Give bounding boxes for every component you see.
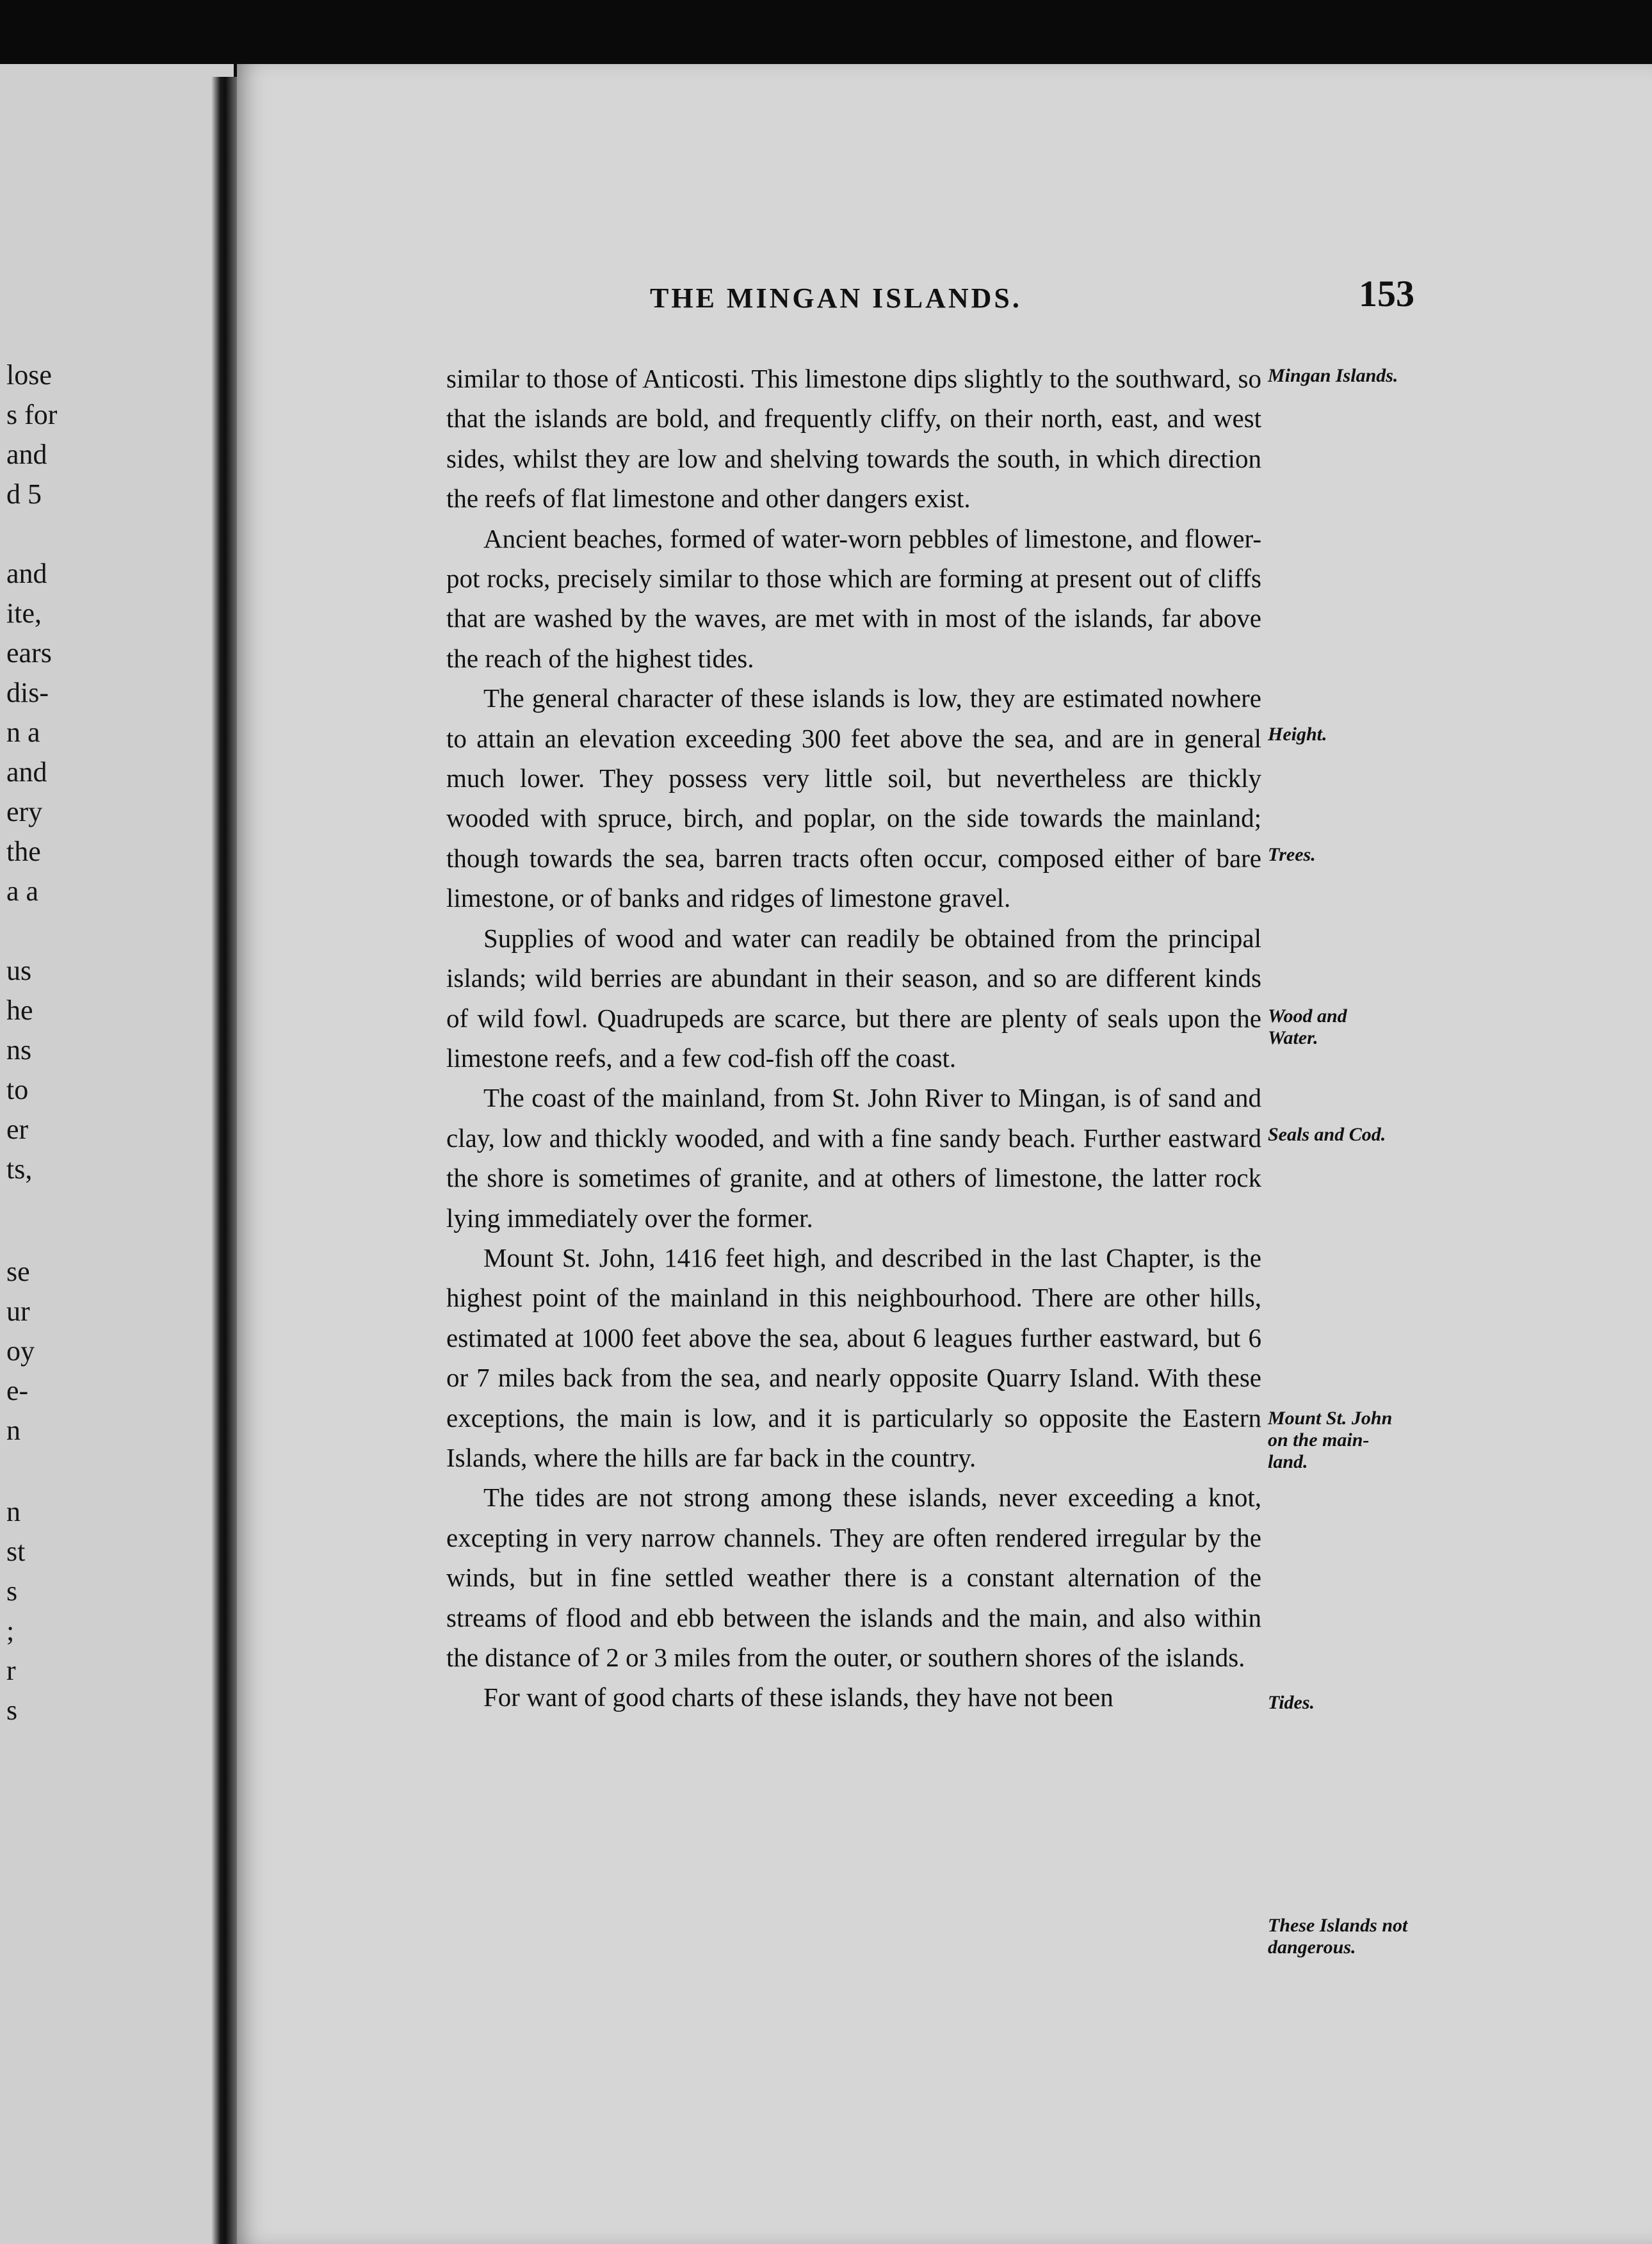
paragraph: Supplies of wood and water can readily be obtained from the principal islands; wild berries are abundant in their season, and so are different kinds of wild fowl. Quadrupeds are scarce, but there are plenty of seals upon the limestone reefs, and a few cod-fish off the coast.	[446, 923, 1261, 1073]
book-binding-gutter	[211, 77, 237, 2244]
left-page-edge	[0, 64, 234, 2244]
paragraph: The general character of these islands is low, they are estimated nowhere to attain an elevation exceeding 300 feet above the sea, and are in general much lower. They possess very little soil, but nevertheless are thickly wooded with spruce, birch, and poplar, on the side towards the mainland; though towards the sea, barren tracts often occur, composed either of bare limestone, or of banks and ridges of limestone gravel.	[446, 683, 1261, 913]
left-page-fragment: and	[6, 558, 47, 589]
body-text	[446, 359, 1261, 1718]
left-page-fragment: d 5	[6, 478, 42, 510]
left-page-fragment: to	[6, 1074, 29, 1105]
side-note: Mingan Islands.	[1268, 365, 1398, 386]
paragraph: Ancient beaches, formed of water-worn pebbles of limestone, and flower-pot rocks, precisely similar to those which are forming at present out of cliffs that are washed by the waves, are met with in most of the islands, far above the reach of the highest tides.	[446, 523, 1261, 673]
running-title: THE MINGAN ISLANDS.	[650, 282, 1022, 314]
left-page-fragment: the	[6, 836, 41, 867]
left-page-fragment: he	[6, 995, 33, 1026]
side-note: Seals and Cod.	[1268, 1124, 1386, 1145]
left-page-fragment: st	[6, 1536, 26, 1567]
left-page-fragment: r	[6, 1655, 16, 1686]
side-note: Tides.	[1268, 1692, 1315, 1713]
side-note: Mount St. John on the main-land.	[1268, 1408, 1393, 1472]
left-page-fragment: ur	[6, 1296, 30, 1327]
left-page-fragment: ery	[6, 796, 43, 827]
left-page-fragment: lose	[6, 359, 52, 391]
left-page-fragment: and	[6, 756, 47, 788]
left-page-fragment: and	[6, 439, 47, 470]
page-number: 153	[1359, 273, 1414, 314]
paragraph: Mount St. John, 1416 feet high, and described in the last Chapter, is the highest point of the mainland in this neighbourhood. There are other hills, estimated at 1000 feet above the sea, about 6 leagues further eastward, but 6 or 7 miles back from the sea, and nearly opposite Quarry Island. With these exceptions, the main is low, and it is particularly so opposite the Eastern Islands, where the hills are far back in the country.	[446, 1242, 1261, 1472]
side-note: Height.	[1268, 724, 1327, 745]
left-page-fragment: us	[6, 955, 32, 986]
left-page-fragment: ts,	[6, 1153, 33, 1185]
left-page-fragment: ns	[6, 1034, 32, 1066]
left-page-fragment: ite,	[6, 598, 42, 629]
paragraph: The tides are not strong among these islands, never exceeding a knot, excepting in very narrow channels. They are often rendered irregular by the winds, but in fine settled weather there is a constant alternation of the streams of flood and ebb between the islands and the main, and also within the distance of 2 or 3 miles from the outer, or southern shores of the islands.	[446, 1483, 1261, 1672]
left-page-fragment: er	[6, 1114, 29, 1145]
paragraph: The coast of the mainland, from St. John River to Mingan, is of sand and clay, low and thickly wooded, and with a fine sandy beach. Further eastward the shore is sometimes of granite, and at others of limestone, the latter rock lying immediately over the former.	[446, 1083, 1261, 1233]
left-page-fragment: dis-	[6, 677, 49, 708]
side-note: Wood and Water.	[1268, 1005, 1347, 1048]
left-page-fragment: s for	[6, 399, 58, 430]
side-note: Trees.	[1268, 844, 1316, 865]
left-page-fragment: s	[6, 1575, 18, 1607]
side-note: These Islands not dangerous.	[1268, 1915, 1408, 1958]
paragraph: similar to those of Anticosti. This limestone dips slightly to the southward, so that the islands are bold, and frequently cliffy, on their north, east, and west sides, whilst they are low and shelving towards the south, in which direction the reefs of flat limestone and other dangers exist.	[446, 364, 1261, 514]
paragraph: For want of good charts of these islands, they have not been	[483, 1682, 1113, 1712]
left-page-fragment: oy	[6, 1335, 35, 1367]
left-page-fragment: se	[6, 1256, 30, 1287]
left-page-fragment: a a	[6, 875, 39, 907]
left-page-fragment: ears	[6, 637, 52, 669]
left-page-fragment: e-	[6, 1375, 29, 1406]
left-page-fragment: n	[6, 1415, 20, 1446]
left-page-fragment: s	[6, 1695, 18, 1726]
left-page-fragment: n	[6, 1496, 20, 1527]
left-page-fragment: n a	[6, 717, 40, 748]
left-page-fragment: ;	[6, 1615, 15, 1646]
